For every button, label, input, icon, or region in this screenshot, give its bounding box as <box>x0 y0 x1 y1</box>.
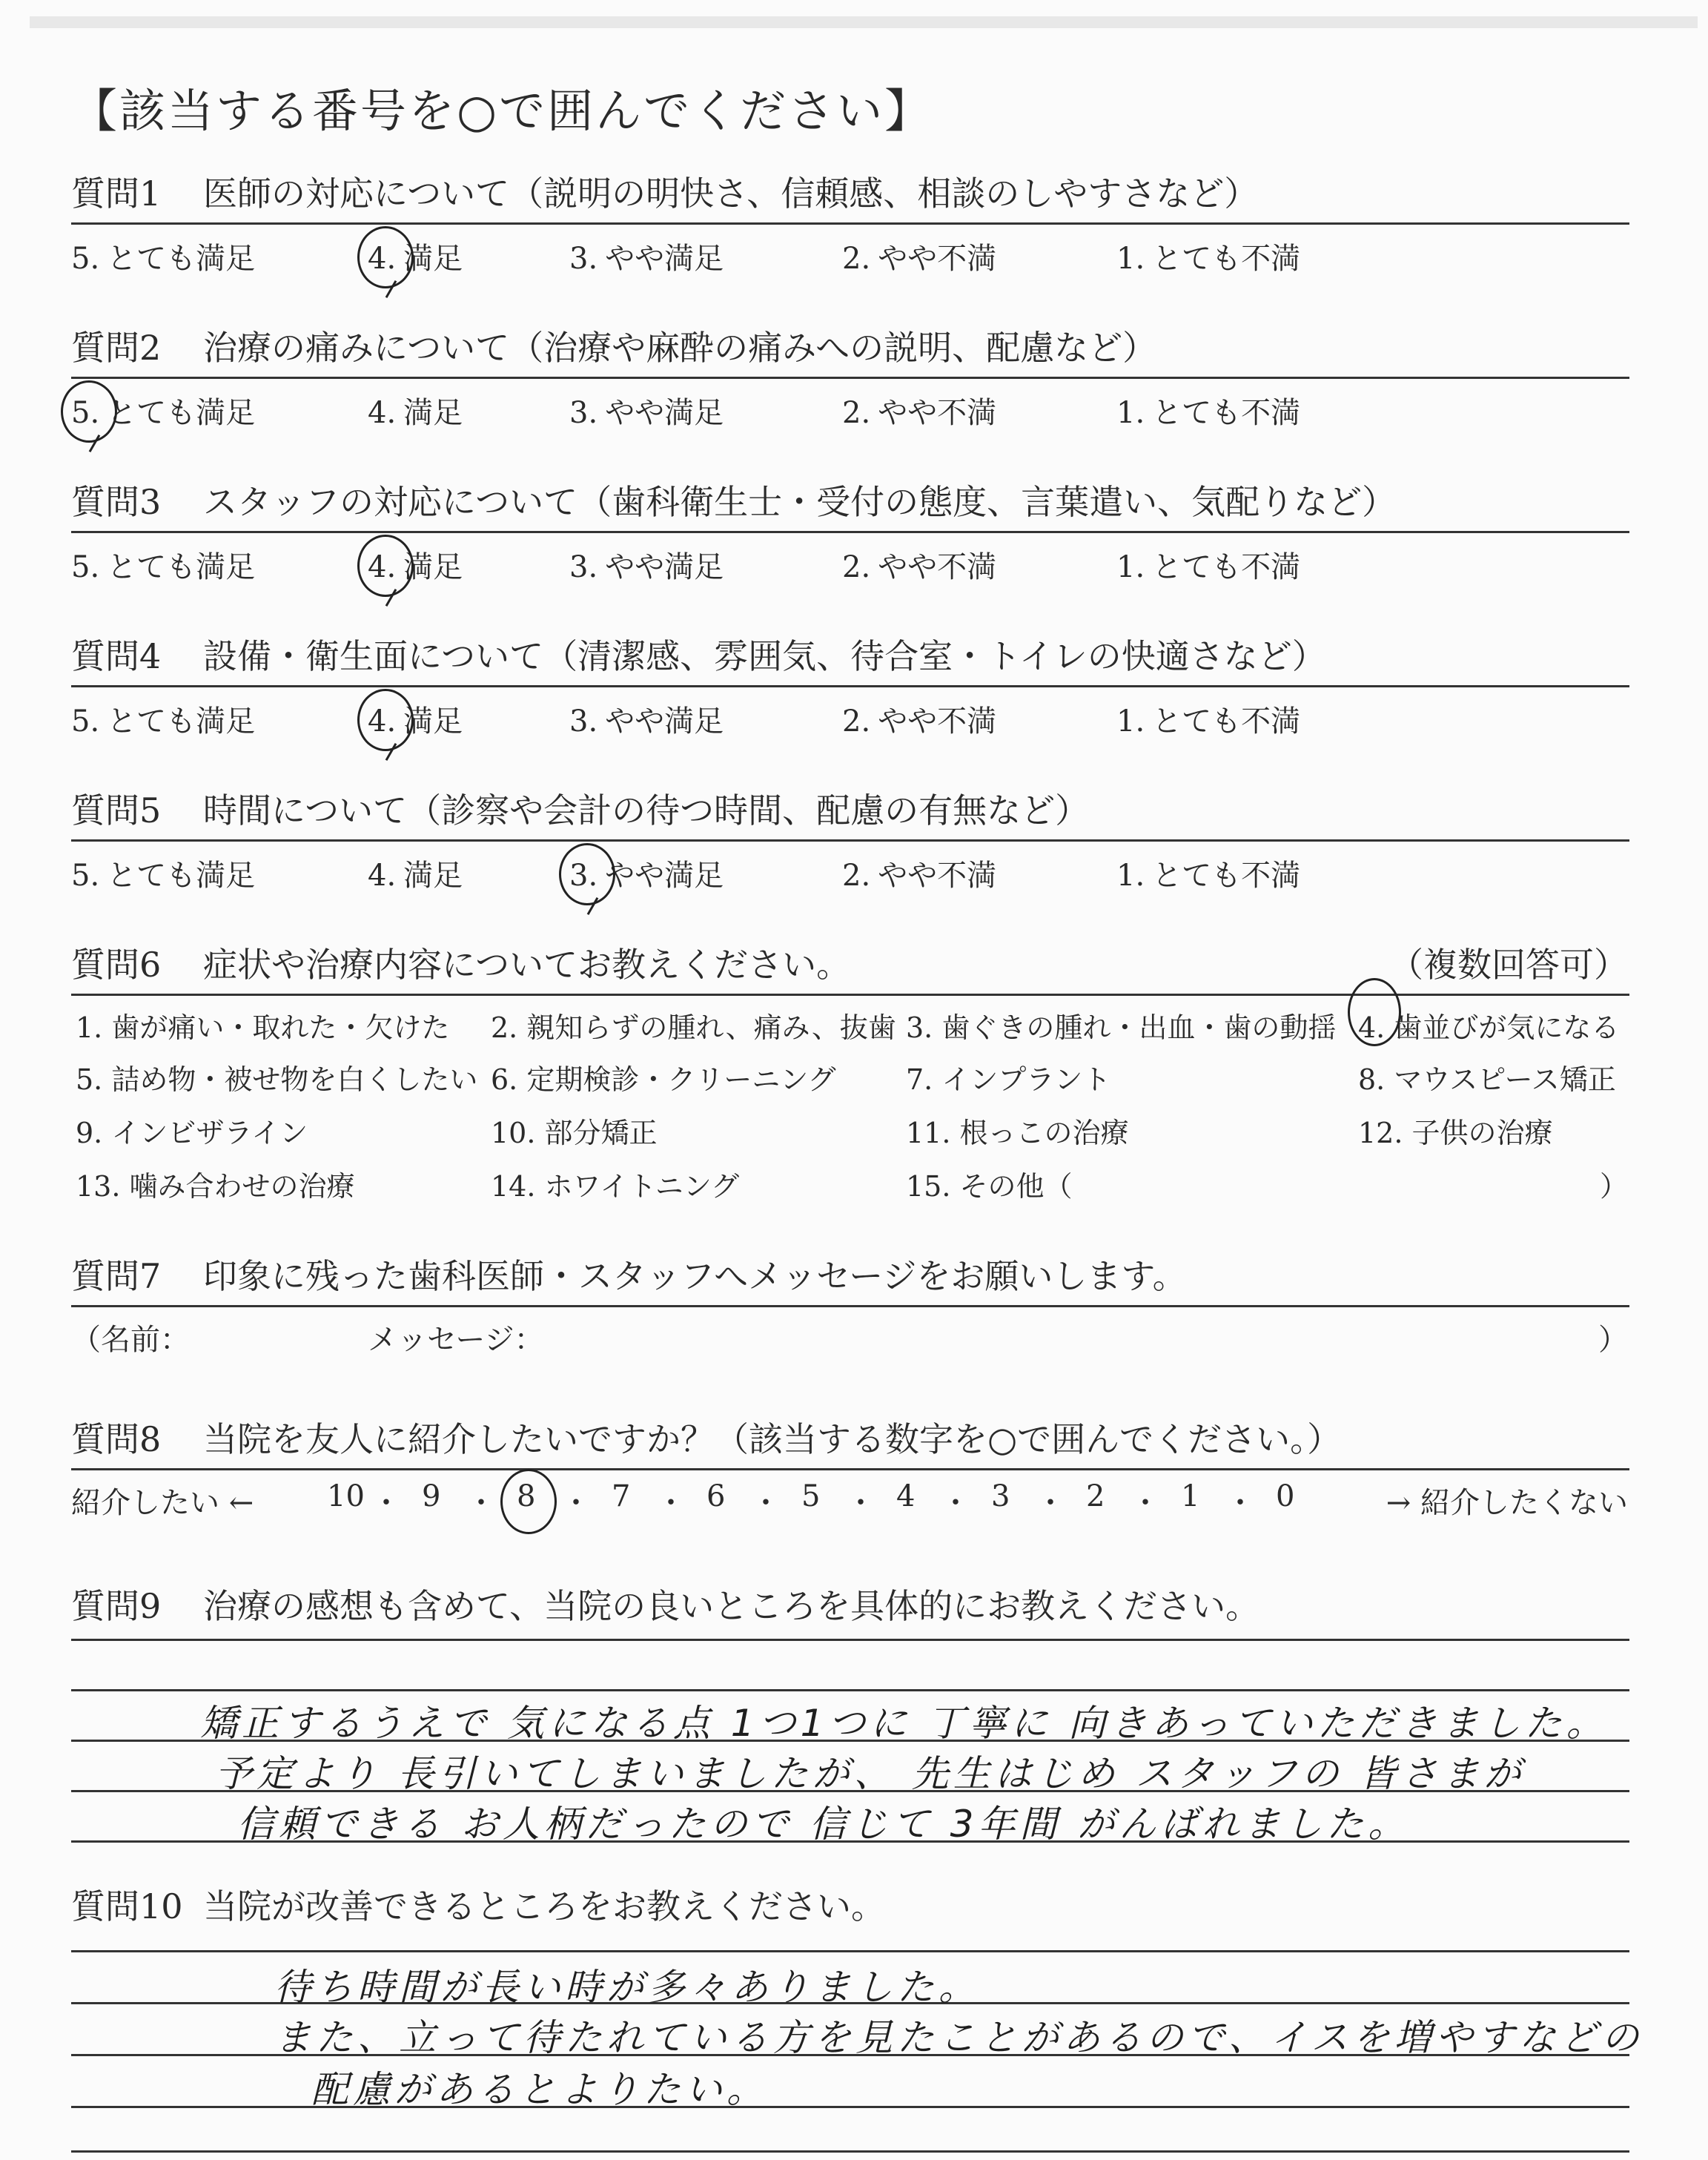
scale-value[interactable]: 2 <box>1086 1479 1105 1513</box>
symptom-option[interactable]: 3. 歯ぐきの腫れ・出血・歯の動揺 <box>906 1011 1337 1044</box>
answer-line <box>71 2150 1629 2153</box>
scale-separator: ・ <box>466 1486 496 1520</box>
divider <box>71 222 1629 225</box>
rating-option[interactable] <box>1116 544 1300 586</box>
option-label: とても満足 <box>107 704 256 739</box>
scale-value[interactable]: 4 <box>896 1479 916 1513</box>
option-label: とても満足 <box>107 859 256 893</box>
question-number: 質問2 <box>71 328 162 368</box>
question-text: 印象に残った歯科医師・スタッフへメッセージをお願いします。 <box>203 1256 1187 1296</box>
question-3 <box>71 479 1628 588</box>
option-label: やや不満 <box>878 859 997 893</box>
symptom-option[interactable]: 5. 詰め物・被せ物を白くしたい <box>76 1063 478 1096</box>
rating-options <box>71 389 1628 434</box>
option-label: やや不満 <box>878 242 997 276</box>
question-8-title <box>71 1416 1628 1462</box>
option-number: 3. <box>569 242 598 276</box>
scale-left-label: 紹介したい ← <box>71 1486 254 1520</box>
scale-value[interactable]: 3 <box>991 1479 1010 1513</box>
handwritten-answer-line: 矯正するうえで 気になる点 1つ1つに 丁寧に 向きあっていただきました。 <box>200 1702 1608 1745</box>
divider <box>71 1305 1629 1307</box>
handwritten-answer-line: 配慮があるとよりたい。 <box>311 2068 768 2111</box>
divider <box>71 1468 1629 1470</box>
rating-option[interactable] <box>368 389 463 432</box>
rating-option[interactable] <box>569 698 724 740</box>
option-number: 5. <box>71 396 100 430</box>
scale-value[interactable]: 6 <box>706 1479 726 1513</box>
option-label: やや満足 <box>605 396 724 430</box>
question-4 <box>71 633 1628 742</box>
question-9 <box>71 1583 1628 1629</box>
rating-options <box>71 235 1628 280</box>
handwritten-answer-line: 待ち時間が長い時が多々ありました。 <box>274 1966 980 2009</box>
hand-drawn-circle-mark <box>1348 978 1401 1046</box>
rating-option[interactable] <box>569 544 724 586</box>
scale-value[interactable]: 8 <box>517 1479 536 1513</box>
question-2 <box>71 325 1628 434</box>
question-8 <box>71 1416 1628 1524</box>
question-6 <box>71 942 1628 1220</box>
scale-separator: ・ <box>561 1486 591 1520</box>
rating-option[interactable] <box>71 544 255 586</box>
symptom-option[interactable]: 6. 定期検診・クリーニング <box>491 1063 836 1096</box>
symptom-option[interactable]: 15. その他（ <box>906 1170 1073 1203</box>
answer-line <box>71 1950 1629 1952</box>
option-number: 2. <box>842 859 871 893</box>
rating-option[interactable] <box>842 389 996 432</box>
message-label: メッセージ： <box>368 1323 544 1357</box>
handwritten-answer-line: また、立って待たれている方を見たことがあるので、イスを増やすなどの <box>274 2016 1644 2059</box>
question-10-title <box>71 1883 1628 1929</box>
name-label: （名前： <box>71 1323 190 1357</box>
scale-value[interactable]: 9 <box>422 1479 441 1513</box>
option-number: 3. <box>569 396 598 430</box>
symptom-option[interactable]: 13. 噛み合わせの治療 <box>76 1170 355 1203</box>
option-number: 4. <box>368 242 397 276</box>
option-number: 2. <box>842 704 871 739</box>
symptom-option[interactable]: 11. 根っこの治療 <box>906 1117 1129 1149</box>
hand-drawn-circle-mark <box>500 1469 557 1534</box>
handwritten-answer-line: 信頼できる お人柄だったので 信じて 3年間 がんばれました。 <box>237 1803 1410 1846</box>
hand-drawn-circle-mark <box>357 226 414 288</box>
question-text: 時間について（診察や会計の待つ時間、配慮の有無など） <box>203 790 1090 830</box>
scale-value[interactable]: 7 <box>612 1479 631 1513</box>
option-label: やや満足 <box>605 242 724 276</box>
question-text: 症状や治療内容についてお教えください。 <box>203 945 851 985</box>
rating-option[interactable] <box>1116 698 1300 740</box>
scale-separator: ・ <box>941 1486 970 1520</box>
multiple-answer-note: （複数回答可） <box>1389 945 1628 985</box>
rating-option[interactable] <box>842 852 996 894</box>
question-number: 質問9 <box>71 1586 162 1626</box>
symptom-option[interactable]: 4. 歯並びが気になる <box>1358 1011 1620 1044</box>
recommend-scale <box>71 1479 1628 1524</box>
hand-drawn-circle-mark <box>559 843 615 905</box>
scale-separator: ・ <box>1036 1486 1065 1520</box>
option-number: 4. <box>368 550 397 584</box>
question-5-title <box>71 787 1628 833</box>
rating-options <box>71 852 1628 896</box>
divider <box>71 685 1629 687</box>
option-label: やや不満 <box>878 396 997 430</box>
question-1-title <box>71 171 1628 217</box>
handwritten-answer-line: 予定より 長引いてしまいましたが、 先生はじめ スタッフの 皆さまが <box>215 1752 1526 1795</box>
question-5 <box>71 787 1628 896</box>
option-number: 3. <box>569 704 598 739</box>
symptom-options <box>71 1005 1628 1220</box>
question-text: スタッフの対応について（歯科衛生士・受付の態度、言葉遣い、気配りなど） <box>203 482 1397 522</box>
scale-separator: ・ <box>1131 1486 1160 1520</box>
symptom-option[interactable]: 2. 親知らずの腫れ、痛み、抜歯 <box>491 1011 896 1044</box>
option-label: とても不満 <box>1152 396 1301 430</box>
divider <box>71 531 1629 533</box>
rating-option[interactable] <box>368 852 463 894</box>
scale-separator: ・ <box>1225 1486 1255 1520</box>
option-number: 4. <box>368 704 397 739</box>
rating-option[interactable] <box>842 544 996 586</box>
rating-option[interactable] <box>569 235 724 277</box>
question-9-title <box>71 1583 1628 1629</box>
scale-value[interactable]: 10 <box>327 1479 365 1513</box>
symptom-option[interactable]: 1. 歯が痛い・取れた・欠けた <box>76 1011 450 1044</box>
divider <box>71 839 1629 842</box>
option-label: やや満足 <box>605 704 724 739</box>
scale-right-label: → 紹介したくない <box>1386 1486 1628 1520</box>
option-number: 3. <box>569 550 598 584</box>
option-number: 2. <box>842 396 871 430</box>
question-number: 質問3 <box>71 482 162 522</box>
question-text: 当院が改善できるところをお教えください。 <box>203 1886 885 1926</box>
option-number: 5. <box>71 859 100 893</box>
question-2-title <box>71 325 1628 371</box>
rating-option[interactable] <box>71 698 255 740</box>
question-text: 医師の対応について（説明の明快さ、信頼感、相談のしやすさなど） <box>203 174 1259 214</box>
scale-separator: ・ <box>751 1486 781 1520</box>
hand-drawn-circle-mark <box>61 380 117 443</box>
question-4-title <box>71 633 1628 679</box>
option-label: やや不満 <box>878 550 997 584</box>
question-number: 質問6 <box>71 945 162 985</box>
option-number: 2. <box>842 550 871 584</box>
symptom-option[interactable]: 7. インプラント <box>906 1063 1111 1096</box>
option-label: 満足 <box>403 859 463 893</box>
option-label: 満足 <box>403 396 463 430</box>
form-header: 【該当する番号を○で囲んでください】 <box>71 84 933 138</box>
question-text: 治療の痛みについて（治療や麻酔の痛みへの説明、配慮など） <box>203 328 1157 368</box>
option-number: 5. <box>71 242 100 276</box>
rating-option[interactable] <box>569 389 724 432</box>
answer-line <box>71 2106 1629 2108</box>
divider <box>71 377 1629 379</box>
question-number: 質問7 <box>71 1256 162 1296</box>
option-label: とても満足 <box>107 550 256 584</box>
question-6-title <box>71 942 1628 988</box>
question-1 <box>71 171 1628 280</box>
option-label: 満足 <box>403 242 463 276</box>
option-label: とても満足 <box>107 242 256 276</box>
scale-value[interactable]: 1 <box>1181 1479 1200 1513</box>
option-label: とても不満 <box>1152 550 1301 584</box>
option-number: 4. <box>368 396 397 430</box>
option-number: 1. <box>1116 859 1145 893</box>
option-number: 5. <box>71 704 100 739</box>
option-label: とても不満 <box>1152 704 1301 739</box>
rating-option[interactable] <box>842 235 996 277</box>
option-label: やや不満 <box>878 704 997 739</box>
rating-option[interactable] <box>1116 389 1300 432</box>
question-7 <box>71 1253 1628 1361</box>
option-number: 1. <box>1116 242 1145 276</box>
option-label: やや満足 <box>605 859 724 893</box>
question-number: 質問10 <box>71 1886 183 1926</box>
other-close-paren: ） <box>1599 1170 1628 1203</box>
rating-option[interactable] <box>71 235 255 277</box>
symptom-option[interactable]: 10. 部分矯正 <box>491 1117 658 1149</box>
option-number: 1. <box>1116 396 1145 430</box>
rating-option[interactable] <box>1116 235 1300 277</box>
scan-top-edge <box>30 16 1698 28</box>
option-number: 2. <box>842 242 871 276</box>
scale-separator: ・ <box>656 1486 686 1520</box>
rating-options <box>71 698 1628 742</box>
symptom-option[interactable]: 8. マウスピース矯正 <box>1358 1063 1616 1096</box>
question-7-title <box>71 1253 1628 1299</box>
hand-drawn-circle-mark <box>357 689 414 751</box>
question-number: 質問5 <box>71 790 162 830</box>
symptom-option[interactable]: 12. 子供の治療 <box>1358 1117 1553 1149</box>
option-number: 5. <box>71 550 100 584</box>
question-text: 設備・衛生面について（清潔感、雰囲気、待合室・トイレの快適さなど） <box>203 636 1326 676</box>
question-text: 当院を友人に紹介したいですか？（該当する数字を○で囲んでください。） <box>203 1419 1342 1459</box>
hand-drawn-circle-mark <box>357 535 414 597</box>
option-label: 満足 <box>403 550 463 584</box>
question-text: 治療の感想も含めて、当院の良いところを具体的にお教えください。 <box>203 1586 1260 1626</box>
option-label: 満足 <box>403 704 463 739</box>
symptom-option[interactable]: 14. ホワイトニング <box>491 1170 740 1203</box>
option-label: とても不満 <box>1152 859 1301 893</box>
rating-option[interactable] <box>1116 852 1300 894</box>
scale-separator: ・ <box>371 1486 401 1520</box>
question-10 <box>71 1883 1628 1929</box>
message-line <box>71 1316 1628 1361</box>
answer-line <box>71 1689 1629 1691</box>
option-label: とても不満 <box>1152 242 1301 276</box>
option-label: やや満足 <box>605 550 724 584</box>
rating-option[interactable] <box>71 852 255 894</box>
message-close-paren: ） <box>1598 1323 1628 1357</box>
question-number: 質問4 <box>71 636 162 676</box>
scale-separator: ・ <box>846 1486 875 1520</box>
rating-option[interactable] <box>842 698 996 740</box>
option-number: 4. <box>368 859 397 893</box>
option-label: とても満足 <box>107 396 256 430</box>
question-number: 質問1 <box>71 174 162 214</box>
answer-line <box>71 1639 1629 1641</box>
symptom-option[interactable]: 9. インビザライン <box>76 1117 308 1149</box>
option-number: 1. <box>1116 704 1145 739</box>
option-number: 3. <box>569 859 598 893</box>
question-3-title <box>71 479 1628 525</box>
scale-value[interactable]: 5 <box>801 1479 821 1513</box>
scale-value[interactable]: 0 <box>1276 1479 1295 1513</box>
rating-options <box>71 544 1628 588</box>
question-number: 質問8 <box>71 1419 162 1459</box>
option-number: 1. <box>1116 550 1145 584</box>
